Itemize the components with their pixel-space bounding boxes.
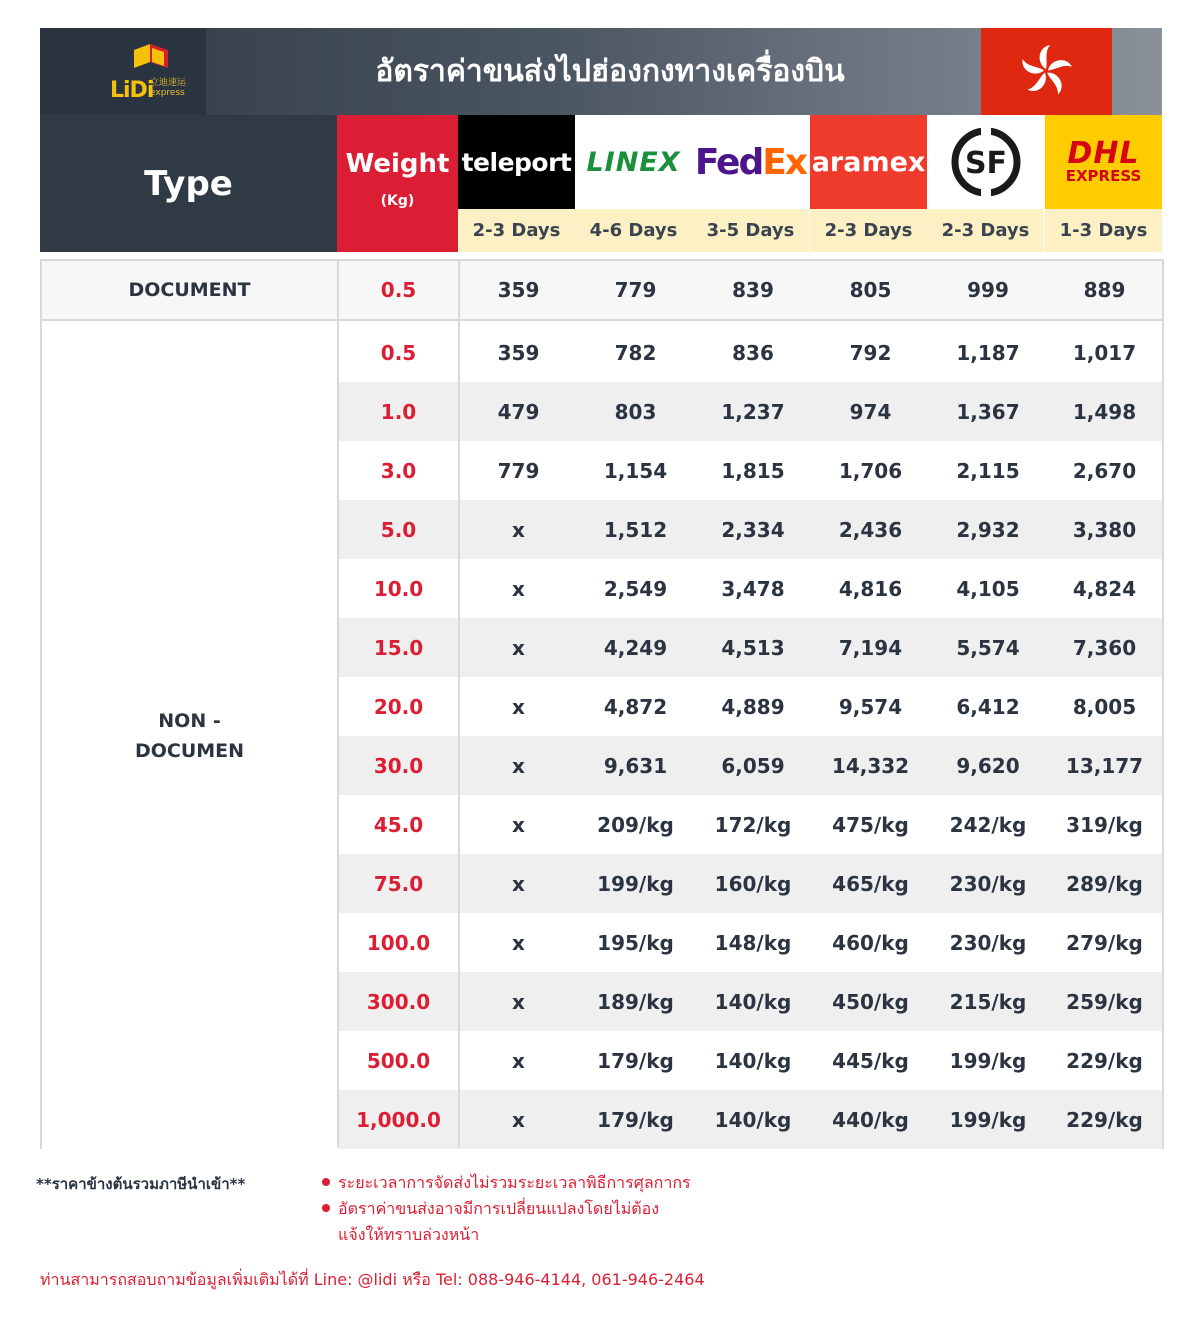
tax-note: **ราคาข้างต้นรวมภาษีนำเข้า**: [36, 1175, 246, 1193]
price-aramex: 465/kg: [832, 871, 909, 896]
sf-logo: [927, 115, 1044, 209]
price-aramex: 440/kg: [832, 1107, 909, 1132]
carrier-days: 2-3 Days: [927, 209, 1044, 252]
price-fedex: 2,334: [721, 517, 785, 542]
price-teleport: x: [512, 871, 525, 896]
price-teleport: x: [512, 694, 525, 719]
price-aramex: 7,194: [838, 635, 903, 660]
dhl-logo: [1045, 115, 1162, 209]
price-aramex: 805: [849, 278, 892, 302]
non-document-label-line1: NON -: [158, 710, 221, 732]
price-dhl: 2,670: [1072, 458, 1137, 483]
dhl-logo-text: DHL: [1067, 136, 1140, 171]
price-aramex: 792: [849, 340, 892, 365]
row-weight: 0.5: [380, 278, 417, 302]
price-teleport: x: [512, 635, 525, 660]
non-document-label-line2: DOCUMEN: [134, 740, 245, 762]
price-sf: 1,367: [956, 399, 1020, 424]
price-teleport: x: [512, 812, 525, 837]
carrier-sf: [927, 115, 1044, 252]
price-aramex: 1,706: [838, 458, 903, 483]
price-linex: 803: [614, 399, 657, 424]
price-aramex: 974: [849, 399, 892, 424]
note-item: [322, 1170, 782, 1196]
price-teleport: x: [512, 517, 525, 542]
price-fedex: 4,889: [721, 694, 785, 719]
weight-unit: (Kg): [380, 193, 415, 209]
price-sf: 242/kg: [949, 812, 1027, 837]
price-teleport: 779: [497, 458, 540, 483]
price-sf: 199/kg: [949, 1107, 1027, 1132]
type-header: Type: [40, 115, 337, 252]
price-sf: 4,105: [956, 576, 1020, 601]
row-weight: 45.0: [373, 812, 424, 837]
price-fedex: 1,815: [721, 458, 785, 483]
carrier-days: 2-3 Days: [810, 209, 927, 252]
carrier-aramex: [810, 115, 927, 252]
price-aramex: 445/kg: [832, 1048, 909, 1073]
sf-express-icon: [950, 126, 1022, 198]
price-sf: 230/kg: [949, 871, 1027, 896]
teleport-logo: teleport: [458, 115, 575, 209]
aramex-logo: aramex: [810, 115, 927, 209]
lidi-cube-icon: [130, 42, 172, 80]
price-teleport: 479: [497, 399, 540, 424]
carrier-days: 2-3 Days: [458, 209, 575, 252]
price-linex: 782: [614, 340, 657, 365]
row-weight: 5.0: [380, 517, 417, 542]
price-linex: 189/kg: [597, 989, 674, 1014]
title-bar: [40, 28, 1162, 115]
price-linex: 179/kg: [597, 1107, 674, 1132]
price-fedex: 836: [732, 340, 774, 365]
carrier-dhl: [1045, 115, 1162, 252]
price-sf: 2,932: [956, 517, 1020, 542]
price-fedex: 3,478: [721, 576, 785, 601]
price-linex: 1,512: [603, 517, 668, 542]
price-aramex: 9,574: [838, 694, 903, 719]
note-text: ระยะเวลาการจัดส่งไม่รวมระยะเวลาพิธีการศุลกากร: [338, 1173, 691, 1192]
price-sf: 6,412: [956, 694, 1020, 719]
price-dhl: 229/kg: [1066, 1048, 1143, 1073]
price-sf: 2,115: [956, 458, 1020, 483]
price-dhl: 1,498: [1072, 399, 1137, 424]
row-weight: 30.0: [373, 753, 424, 778]
price-fedex: 6,059: [721, 753, 785, 778]
carrier-fedex: [692, 115, 809, 252]
price-fedex: 140/kg: [714, 1048, 792, 1073]
price-aramex: 460/kg: [832, 930, 909, 955]
price-linex: 195/kg: [597, 930, 674, 955]
document-row: [42, 261, 1162, 321]
price-dhl: 4,824: [1072, 576, 1137, 601]
price-dhl: 1,017: [1072, 340, 1137, 365]
price-sf: 9,620: [956, 753, 1020, 778]
contact-info: ท่านสามารถสอบถามข้อมูลเพิ่มเติมได้ที่ Line: @lidi หรือ Tel: 088-946-4144, 061-946-2464: [40, 1270, 705, 1289]
carrier-days: 3-5 Days: [692, 209, 809, 252]
price-linex: 779: [614, 278, 657, 302]
price-linex: 9,631: [603, 753, 668, 778]
row-weight: 300.0: [366, 989, 431, 1014]
fedex-logo-ex: Ex: [762, 141, 807, 183]
bauhinia-flower-icon: [1018, 43, 1074, 99]
fedex-logo: [692, 115, 809, 209]
price-sf: 230/kg: [949, 930, 1027, 955]
row-weight: 75.0: [373, 871, 424, 896]
price-fedex: 172/kg: [714, 812, 792, 837]
column-divider: [458, 261, 460, 1147]
price-aramex: 2,436: [838, 517, 903, 542]
price-sf: 1,187: [956, 340, 1020, 365]
price-teleport: 359: [497, 340, 540, 365]
price-fedex: 160/kg: [714, 871, 792, 896]
rate-table: [40, 259, 1164, 1149]
row-weight: 0.5: [380, 340, 417, 365]
weight-label: Weight: [345, 149, 450, 179]
price-dhl: 259/kg: [1066, 989, 1143, 1014]
price-sf: 5,574: [956, 635, 1020, 660]
price-dhl: 3,380: [1072, 517, 1137, 542]
row-weight: 1.0: [380, 399, 417, 424]
price-linex: 2,549: [603, 576, 668, 601]
price-sf: 215/kg: [949, 989, 1027, 1014]
price-linex: 199/kg: [597, 871, 674, 896]
price-aramex: 475/kg: [832, 812, 909, 837]
price-fedex: 140/kg: [714, 1107, 792, 1132]
price-dhl: 8,005: [1072, 694, 1137, 719]
price-dhl: 229/kg: [1066, 1107, 1143, 1132]
row-type: DOCUMENT: [128, 279, 251, 301]
price-teleport: 359: [497, 278, 540, 302]
price-aramex: 450/kg: [832, 989, 909, 1014]
lidi-logo: [40, 28, 206, 115]
price-aramex: 14,332: [831, 753, 910, 778]
note-text: แจ้งให้ทราบล่วงหน้า: [338, 1225, 480, 1244]
row-weight: 15.0: [373, 635, 424, 660]
price-dhl: 319/kg: [1066, 812, 1143, 837]
price-dhl: 289/kg: [1066, 871, 1143, 896]
price-linex: 4,249: [603, 635, 668, 660]
price-linex: 209/kg: [597, 812, 674, 837]
price-teleport: x: [512, 1048, 525, 1073]
bullet-dot-icon: [322, 1178, 330, 1186]
price-fedex: 4,513: [721, 635, 785, 660]
carrier-days: 4-6 Days: [575, 209, 692, 252]
price-teleport: x: [512, 576, 525, 601]
note-item: [322, 1196, 782, 1248]
column-divider: [337, 261, 339, 1147]
price-sf: 199/kg: [949, 1048, 1027, 1073]
notes-list: [322, 1170, 782, 1248]
carrier-teleport: [458, 115, 575, 252]
price-linex: 1,154: [603, 458, 668, 483]
price-sf: 999: [967, 278, 1009, 302]
price-linex: 179/kg: [597, 1048, 674, 1073]
price-teleport: x: [512, 989, 525, 1014]
price-aramex: 4,816: [838, 576, 903, 601]
sf-logo-text: SF: [964, 146, 1007, 181]
price-teleport: x: [512, 930, 525, 955]
page-title: อัตราค่าขนส่งไปฮ่องกงทางเครื่องบิน: [375, 54, 845, 89]
row-weight: 1,000.0: [356, 1107, 441, 1132]
note-text: อัตราค่าขนส่งอาจมีการเปลี่ยนแปลงโดยไม่ต้อง: [338, 1199, 660, 1218]
linex-logo: LINEX: [575, 115, 692, 209]
row-weight: 3.0: [380, 458, 417, 483]
price-dhl: 13,177: [1065, 753, 1144, 778]
price-fedex: 140/kg: [714, 989, 792, 1014]
logo-subtext: 立迪速运 express: [150, 78, 187, 98]
carrier-linex: [575, 115, 692, 252]
price-linex: 4,872: [603, 694, 668, 719]
weight-header: [337, 115, 458, 252]
price-fedex: 1,237: [721, 399, 785, 424]
fedex-logo-fed: Fed: [694, 141, 763, 183]
price-dhl: 7,360: [1072, 635, 1137, 660]
row-weight: 500.0: [366, 1048, 431, 1073]
price-dhl: 279/kg: [1066, 930, 1143, 955]
hong-kong-flag: [981, 28, 1112, 115]
price-fedex: 839: [732, 278, 774, 302]
price-dhl: 889: [1083, 278, 1126, 302]
carrier-days: 1-3 Days: [1045, 209, 1162, 252]
bullet-dot-icon: [322, 1204, 330, 1212]
row-weight: 20.0: [373, 694, 424, 719]
row-weight: 100.0: [366, 930, 431, 955]
row-weight: 10.0: [373, 576, 424, 601]
price-teleport: x: [512, 753, 525, 778]
logo-text: LiDi: [110, 78, 154, 103]
dhl-logo-sub: EXPRESS: [1065, 167, 1142, 185]
non-document-label: [42, 323, 337, 1149]
price-fedex: 148/kg: [714, 930, 792, 955]
price-teleport: x: [512, 1107, 525, 1132]
